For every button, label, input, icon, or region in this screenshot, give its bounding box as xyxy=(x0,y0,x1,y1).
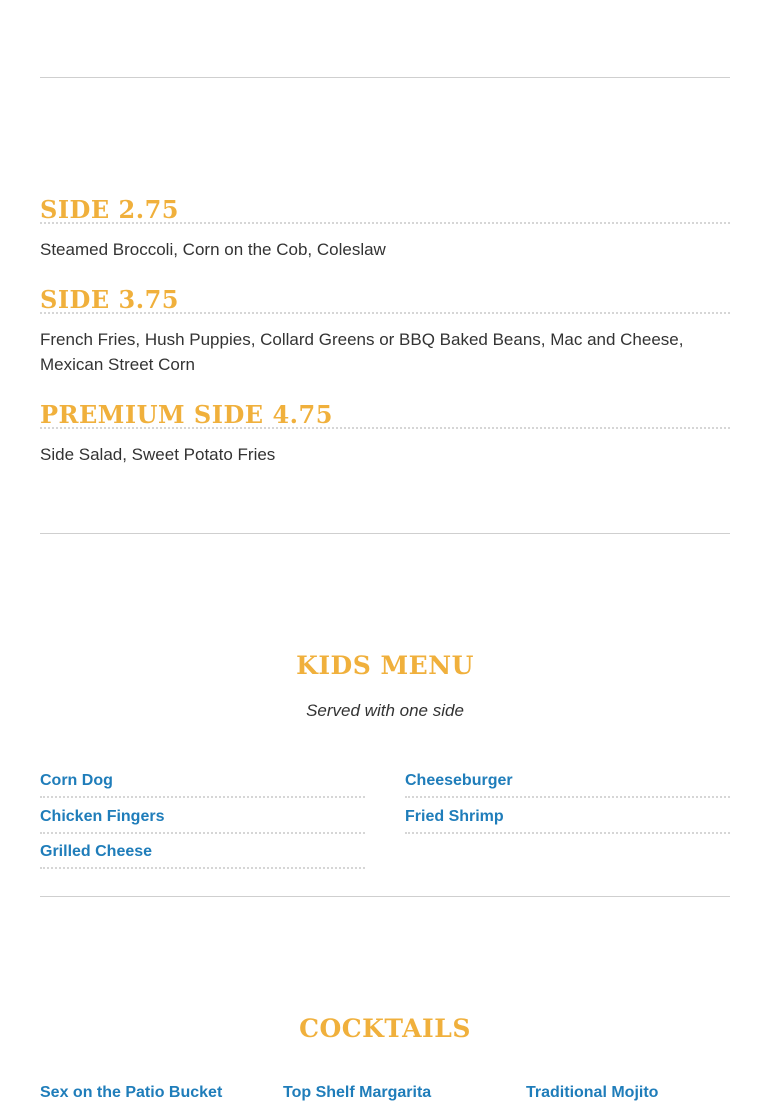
cocktail-item[interactable] xyxy=(283,1082,487,1108)
kids-menu-item-label: Grilled Cheese xyxy=(40,843,153,860)
side-heading-1: SIDE 2.75 xyxy=(40,195,179,224)
side-description-2: French Fries, Hush Puppies, Collard Greens or BBQ Baked Beans, Mac and Cheese, Mexican Street Corn xyxy=(40,330,684,374)
kids-menu-title: KIDS MENU xyxy=(296,651,474,680)
kids-menu-item-label: Fried Shrimp xyxy=(405,808,504,825)
kids-menu-item[interactable] xyxy=(405,770,730,798)
cocktail-item-label: Sex on the Patio Bucket xyxy=(40,1084,223,1101)
section-divider-kids xyxy=(40,896,730,897)
section-divider-sides xyxy=(40,533,730,534)
cocktail-item-label: Traditional Mojito xyxy=(526,1084,659,1101)
cocktail-item[interactable] xyxy=(40,1082,244,1108)
kids-menu-item[interactable] xyxy=(40,770,365,798)
side-heading-1-dots xyxy=(40,222,730,224)
kids-menu-subtitle: Served with one side xyxy=(306,701,464,720)
side-description-1: Steamed Broccoli, Corn on the Cob, Coleslaw xyxy=(40,240,386,259)
section-divider-top xyxy=(40,77,730,78)
side-heading-3-dots xyxy=(40,427,730,429)
cocktails-title: COCKTAILS xyxy=(299,1014,471,1043)
kids-menu-item-label: Chicken Fingers xyxy=(40,808,165,825)
side-heading-2-dots xyxy=(40,312,730,314)
cocktail-item[interactable] xyxy=(526,1082,730,1108)
cocktail-item-label: Top Shelf Margarita xyxy=(283,1084,432,1101)
kids-menu-item[interactable] xyxy=(40,806,365,834)
kids-menu-item-label: Cheeseburger xyxy=(405,772,513,789)
side-heading-3: PREMIUM SIDE 4.75 xyxy=(40,400,333,429)
kids-menu-item[interactable] xyxy=(405,806,730,834)
side-heading-2: SIDE 3.75 xyxy=(40,285,179,314)
kids-menu-item-label: Corn Dog xyxy=(40,772,113,789)
side-description-3: Side Salad, Sweet Potato Fries xyxy=(40,445,276,464)
kids-menu-item[interactable] xyxy=(40,841,365,869)
